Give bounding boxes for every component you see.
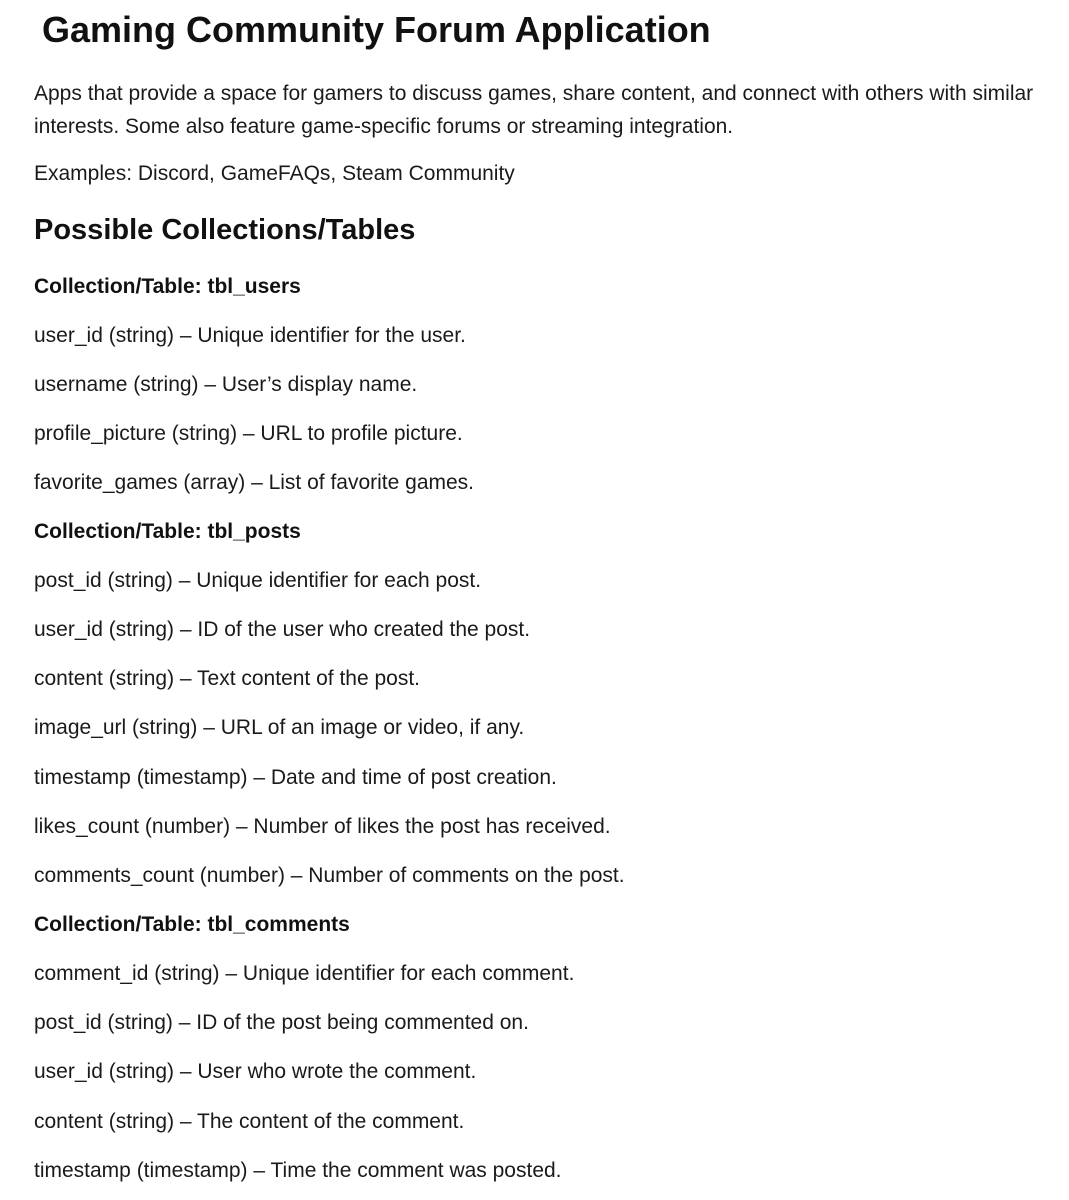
field-item: username (string) – User’s display name.: [34, 373, 418, 396]
field-item: timestamp (timestamp) – Time the comment was posted.: [34, 1159, 562, 1182]
section-heading: Possible Collections/Tables: [34, 214, 416, 246]
field-item: content (string) – Text content of the post.: [34, 667, 420, 690]
field-item: profile_picture (string) – URL to profile picture.: [34, 422, 463, 445]
field-item: post_id (string) – ID of the post being commented on.: [34, 1011, 529, 1034]
document-title: Gaming Community Forum Application: [42, 9, 711, 50]
field-item: likes_count (number) – Number of likes the post has received.: [34, 815, 611, 838]
field-item: user_id (string) – ID of the user who created the post.: [34, 618, 531, 641]
table-heading-users: Collection/Table: tbl_users: [34, 275, 301, 298]
field-item: post_id (string) – Unique identifier for each post.: [34, 569, 482, 592]
examples-line: Examples: Discord, GameFAQs, Steam Community: [34, 162, 515, 185]
field-item: content (string) – The content of the comment.: [34, 1110, 465, 1133]
field-item: favorite_games (array) – List of favorite games.: [34, 471, 475, 494]
field-item: comment_id (string) – Unique identifier for each comment.: [34, 962, 575, 985]
field-item: timestamp (timestamp) – Date and time of post creation.: [34, 766, 557, 789]
table-heading-posts: Collection/Table: tbl_posts: [34, 520, 301, 543]
field-item: comments_count (number) – Number of comments on the post.: [34, 864, 625, 887]
field-item: user_id (string) – User who wrote the comment.: [34, 1060, 477, 1083]
intro-paragraph: Apps that provide a space for gamers to discuss games, share content, and connect with others with similar interests. Some also feature game-specific forums or streaming integration.: [34, 82, 1034, 138]
table-heading-comments: Collection/Table: tbl_comments: [34, 913, 350, 936]
field-item: image_url (string) – URL of an image or video, if any.: [34, 716, 525, 739]
field-item: user_id (string) – Unique identifier for the user.: [34, 324, 466, 347]
